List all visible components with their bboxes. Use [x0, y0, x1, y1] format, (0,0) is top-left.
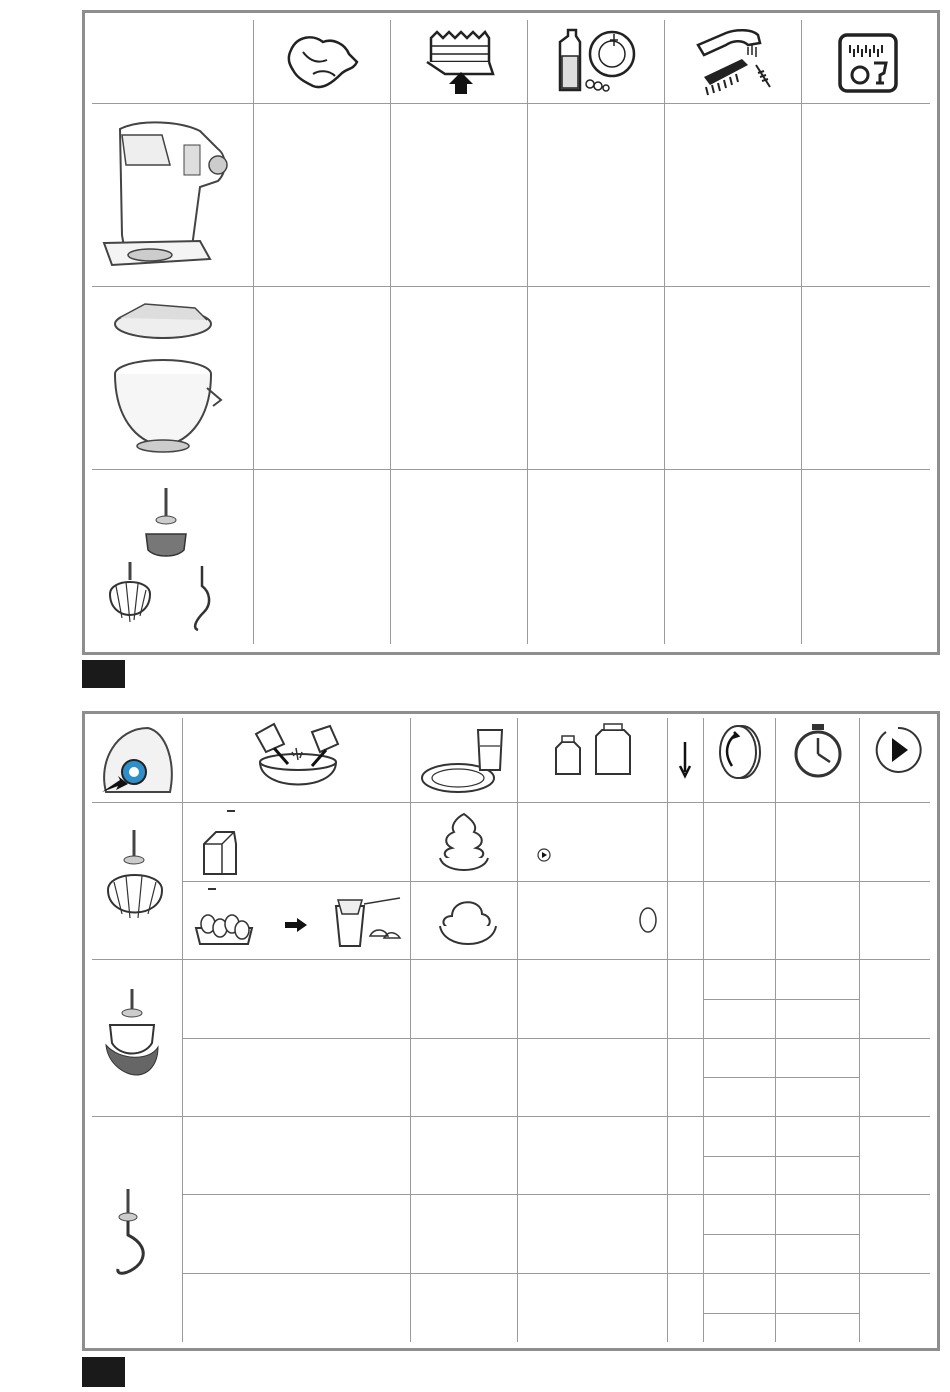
temp-badge-room [208, 888, 216, 890]
milk-carton-icon [198, 830, 242, 876]
order-arrow-icon [679, 742, 691, 780]
add-ingredients-icon [248, 722, 348, 798]
turbo-icon [537, 848, 551, 862]
kneading-hook-icon [100, 985, 164, 1080]
brush-under-tap-icon [696, 25, 771, 97]
food-result-icon [418, 720, 510, 798]
egg-separator-icon [330, 892, 402, 950]
attachments-illustration [100, 482, 235, 632]
recipe-table [82, 711, 940, 1351]
section-tab [82, 1357, 125, 1387]
dishwasher-icon [838, 33, 898, 93]
attachment-insert-icon [96, 722, 178, 798]
detergent-icon [556, 28, 638, 96]
timer-icon [790, 722, 846, 780]
whipped-cream-icon [434, 810, 494, 876]
kitchen-machine-illustration [100, 115, 240, 275]
auto-program-icon [872, 722, 924, 776]
egg-icon [638, 906, 658, 934]
damp-cloth-icon [283, 30, 363, 95]
eggs-tray-icon [194, 908, 256, 948]
egg-whites-icon [436, 890, 500, 952]
arrow-right-icon [285, 918, 307, 932]
speed-dial-icon [714, 724, 764, 780]
bowl-and-lid-illustration [105, 296, 225, 458]
whisk-icon [100, 826, 170, 922]
abrasive-sponge-icon [425, 28, 495, 96]
section-tab [82, 660, 125, 688]
temp-badge-cold [227, 810, 235, 812]
dough-hook-icon [108, 1185, 164, 1281]
weights-icon [550, 722, 636, 778]
